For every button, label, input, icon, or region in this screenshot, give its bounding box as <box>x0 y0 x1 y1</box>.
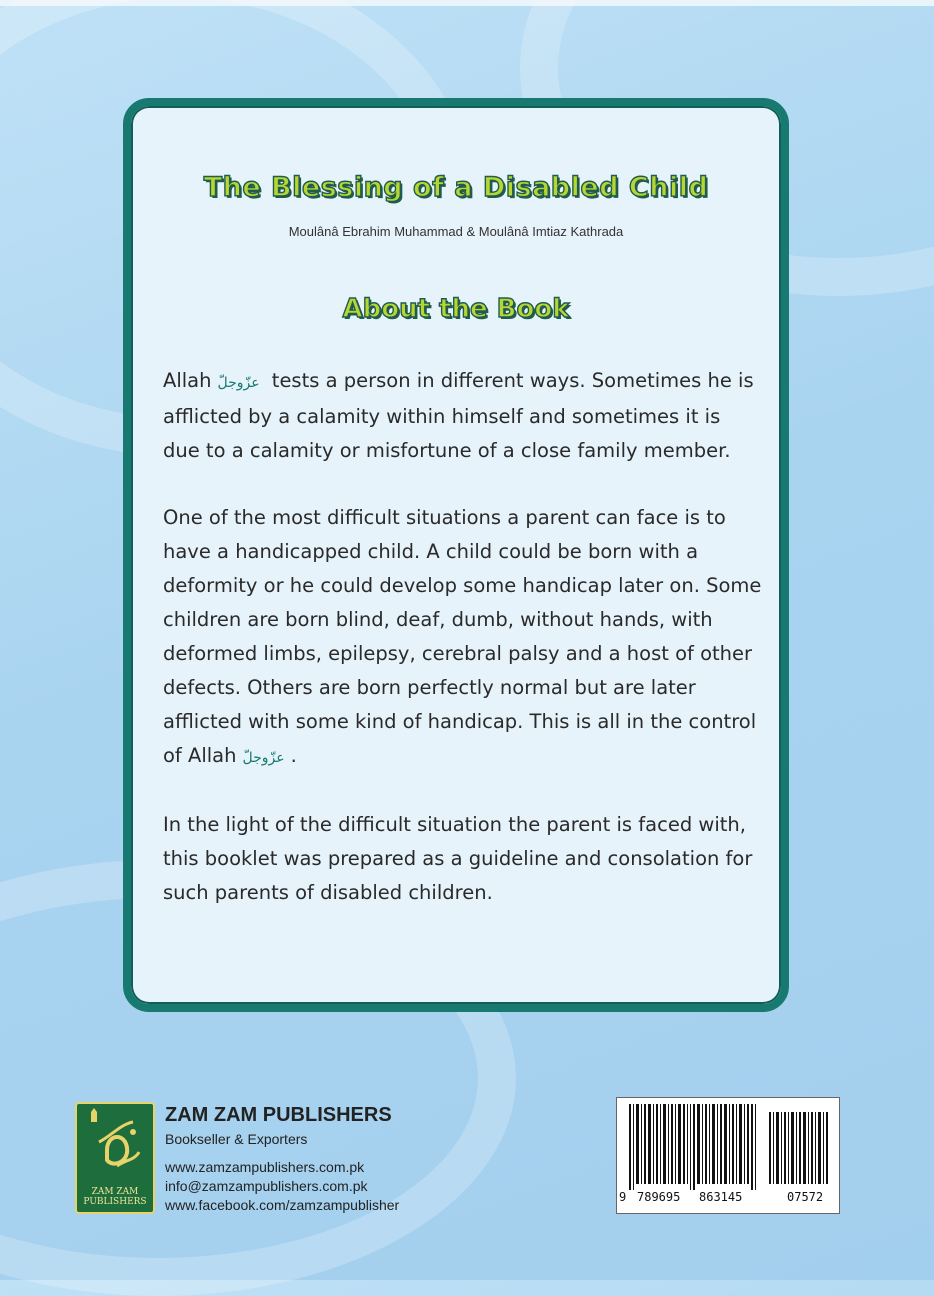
cover-top-edge <box>0 0 934 6</box>
isbn-group-1: 789695 <box>637 1190 681 1204</box>
barcode-graphic <box>623 1104 835 1190</box>
publisher-email[interactable]: info@zamzampublishers.com.pk <box>165 1178 368 1194</box>
honorific-glyph: عزّوجلّ <box>217 375 260 391</box>
publisher-logo <box>75 1102 155 1214</box>
publisher-website[interactable]: www.zamzampublishers.com.pk <box>165 1159 365 1175</box>
section-heading: About the Book <box>342 294 570 324</box>
book-title: The Blessing of a Disabled Child <box>203 172 709 203</box>
paragraph-2-end: . <box>290 744 297 767</box>
paragraph-2-start: One of the most difficult situations a parent can face is to have a handicapped child. A child could be born with a deformity or he could develop some handicap later on. Some children are born blind, deaf, dumb, without hands, with deformed limbs, epilepsy, cerebral palsy and a host of other defects. Others are born perfectly normal but are later afflicted with some kind of handicap. This is all in the control of Allah <box>163 506 762 767</box>
paragraph-1-start: Allah <box>163 369 212 392</box>
logo-line-2: PUBLISHERS <box>83 1197 147 1207</box>
publisher-subtitle: Bookseller & Exporters <box>165 1131 308 1147</box>
isbn-prefix: 9 <box>619 1190 627 1204</box>
mosque-icon <box>77 1104 153 1184</box>
paragraph-3-text: In the light of the difficult situation the parent is faced with, this booklet was prepared as a guideline and consolation for such parents of disabled children. <box>163 813 753 904</box>
publisher-name: ZAM ZAM PUBLISHERS <box>165 1104 392 1126</box>
paragraph-3 <box>163 808 763 910</box>
paragraph-1-rest: tests a person in different ways. Sometimes he is afflicted by a calamity within himself and sometimes it is due to a calamity or misfortune of a close family member. <box>163 369 754 462</box>
publisher-facebook[interactable]: www.facebook.com/zamzampublisher <box>165 1197 400 1213</box>
isbn-barcode <box>616 1097 840 1214</box>
book-authors: Moulânâ Ebrahim Muhammad & Moulânâ Imtiaz Kathrada <box>288 224 624 239</box>
about-text <box>163 364 763 943</box>
isbn-group-2: 863145 <box>699 1190 743 1204</box>
honorific-glyph: عزّوجلّ <box>242 750 285 766</box>
paragraph-1 <box>163 364 763 468</box>
about-panel <box>123 98 789 1012</box>
logo-line-1: ZAM ZAM <box>91 1187 139 1197</box>
logo-wordmark <box>77 1187 153 1207</box>
isbn-addon: 07572 <box>787 1190 824 1204</box>
publisher-block <box>75 1102 545 1222</box>
paragraph-2 <box>163 501 763 775</box>
